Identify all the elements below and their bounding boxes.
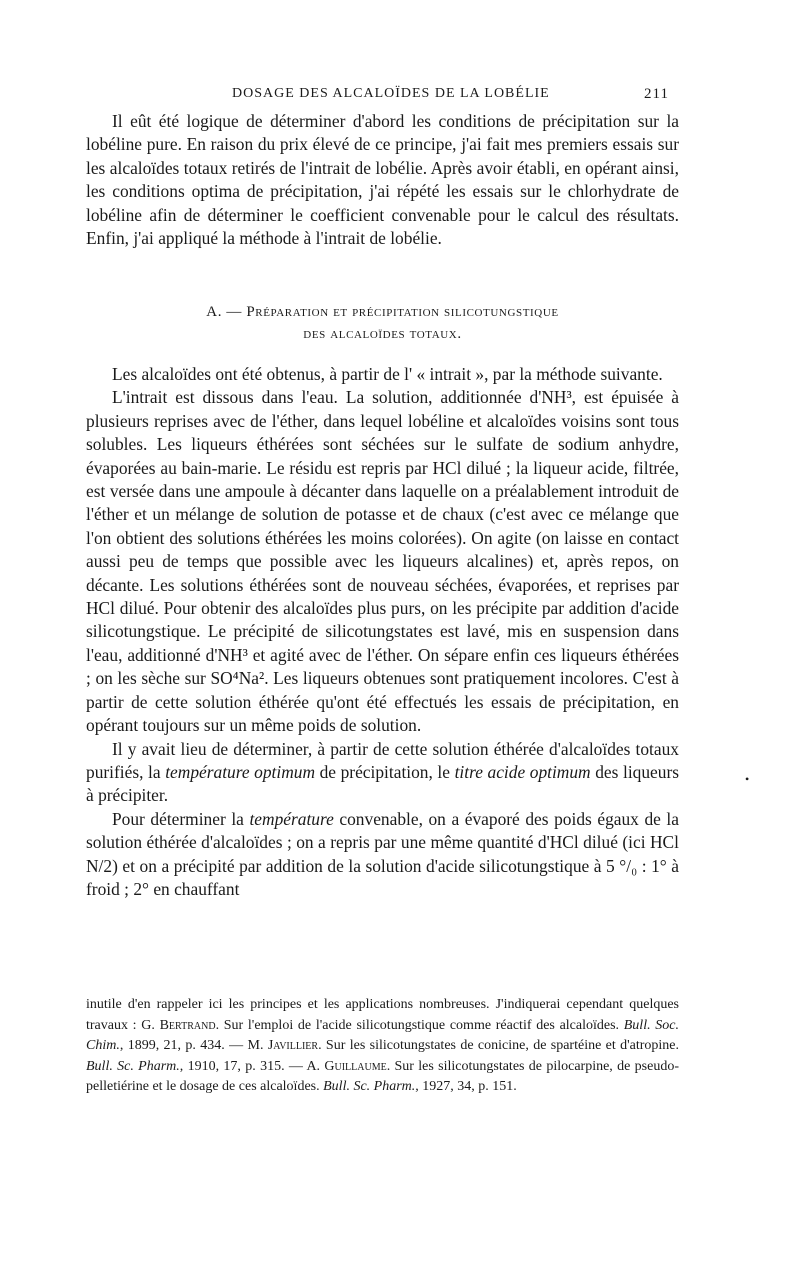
paragraph-3-text-a: Il y avait lieu de déterminer, à partir de cette solution éthérée d'alcaloïdes totaux purifiés, la <box>86 738 679 782</box>
section-heading <box>86 301 679 345</box>
section-letter: A. — <box>206 304 247 320</box>
paragraph-3-text-c: des liqueurs à précipiter. <box>86 761 680 806</box>
paragraph-4-text-a: Pour déterminer la <box>112 808 250 829</box>
footnote-journal: Bull. Sc. Pharm. <box>86 1058 180 1074</box>
running-head <box>0 86 800 106</box>
footnote-part: . Sur les silicotungstates de conicine, de spartéine et d'atropine. <box>318 1038 680 1053</box>
page-number: 211 <box>644 86 669 102</box>
footnote-part: . Sur les silicotungstates de pilocarpine, de pseudo-pelletiérine et le dosage de ces alcaloïdes. <box>86 1058 679 1094</box>
intro-paragraph: Il eût été logique de déterminer d'abord les conditions de précipitation sur la lobéline pure. En raison du prix élevé de ce principe, j'ai fait mes premiers essais sur les alcaloïdes totaux retirés de l'intrait de lobélie. Après avoir établi, en opérant ainsi, les conditions optima de précipitation, j'ai répété les essais sur le chlorhydrate de lobéline afin de déterminer le coefficient convenable pour le calcul des résultats. Enfin, j'ai appliqué la méthode à l'intrait de lobélie. <box>86 111 679 249</box>
section-title-2: des alcaloïdes totaux. <box>303 326 462 342</box>
paragraph-3-italic-2: titre acide optimum <box>454 761 591 782</box>
footnote <box>86 995 679 1098</box>
footnote-text <box>86 995 679 1098</box>
paragraph-4 <box>86 808 679 902</box>
paragraph-2: L'intrait est dissous dans l'eau. La solution, additionnée d'NH³, est épuisée à plusieurs reprises avec de l'éther, dans lequel lobéline et alcaloïdes voisins sont tous solubles. Les liqueurs éthérées sont séchées sur le sulfate de sodium anhydre, évaporées au bain-marie. Le résidu est repris par HCl dilué ; la liqueur acide, filtrée, est versée dans une ampoule à décanter dans laquelle on a préalablement introduit de l'éther et un mélange de solution de potasse et de chaux (c'est avec ce mélange que l'on obtient des solutions éthérées les moins colorées). On agite (on laisse en contact aussi peu de temps que possible avec les liqueurs alcalines) et, après repos, on décante. Les solutions éthérées sont de nouveau séchées, évaporées, et reprises par HCl dilué. Pour obtenir des alcaloïdes plus purs, on les précipite par addition d'acide silicotungstique. Le précipité de silicotungstates est lavé, mis en suspension dans l'eau, additionné d'NH³ et agité avec de l'éther. On sépare enfin ces liqueurs éthérées ; on les sèche sur SO⁴Na². Les liqueurs obtenues sont pratiquement incolores. C'est à partir de cette solution éthérée qu'ont été effectués les essais de précipitation, en opérant toujours sur un même poids de solution. <box>86 387 679 736</box>
paragraph-3-italic-1: température optimum <box>165 761 316 782</box>
running-title: DOSAGE DES ALCALOÏDES DE LA LOBÉLIE <box>232 86 550 101</box>
footnote-part: , 1899, 21, p. 434. — M. <box>119 1038 268 1053</box>
footnote-author: Bertrand <box>159 1017 216 1033</box>
footnote-part: . Sur l'emploi de l'acide silicotungstique comme réactif des alcaloïdes. <box>215 1017 624 1033</box>
footnote-journal: Bull. Sc. Pharm. <box>323 1079 416 1094</box>
paragraph-1: Les alcaloïdes ont été obtenus, à partir de l' « intrait », par la méthode suivante. <box>112 364 663 384</box>
footnote-author: Guillaume <box>324 1058 387 1074</box>
intro-text <box>86 110 679 250</box>
paragraph-3-text-b: de précipitation, le <box>315 761 455 782</box>
margin-mark: • <box>745 772 750 786</box>
section-title-1: Préparation et précipitation silicotungstique <box>246 304 559 320</box>
section-heading-line-1 <box>86 301 679 323</box>
footnote-author: Javillier <box>267 1038 319 1053</box>
section-body <box>86 363 679 901</box>
footnote-part: , 1927, 34, p. 151. <box>415 1079 517 1094</box>
paragraph-4-text-b: convenable, on a évaporé des poids égaux de la solution éthérée d'alcaloïdes ; on a repris par une même quantité d'HCl dilué (ici HCl N/2) et on a précipité par addition de la solution d'acide silicotungstique à 5 °/₀ : 1° à froid ; 2° en chauffant <box>86 808 679 899</box>
paragraph-3 <box>86 738 679 808</box>
footnote-part: , 1910, 17, p. 315. — A. <box>179 1058 325 1074</box>
paragraph-4-italic-1: température <box>249 808 334 829</box>
footnote-part: inutile d'en rappeler ici les principes et les applications nombreuses. J'indiquerai cependant quelques travaux : G. <box>86 997 679 1033</box>
footnote-journal: Bull. Soc. Chim. <box>86 1017 679 1053</box>
